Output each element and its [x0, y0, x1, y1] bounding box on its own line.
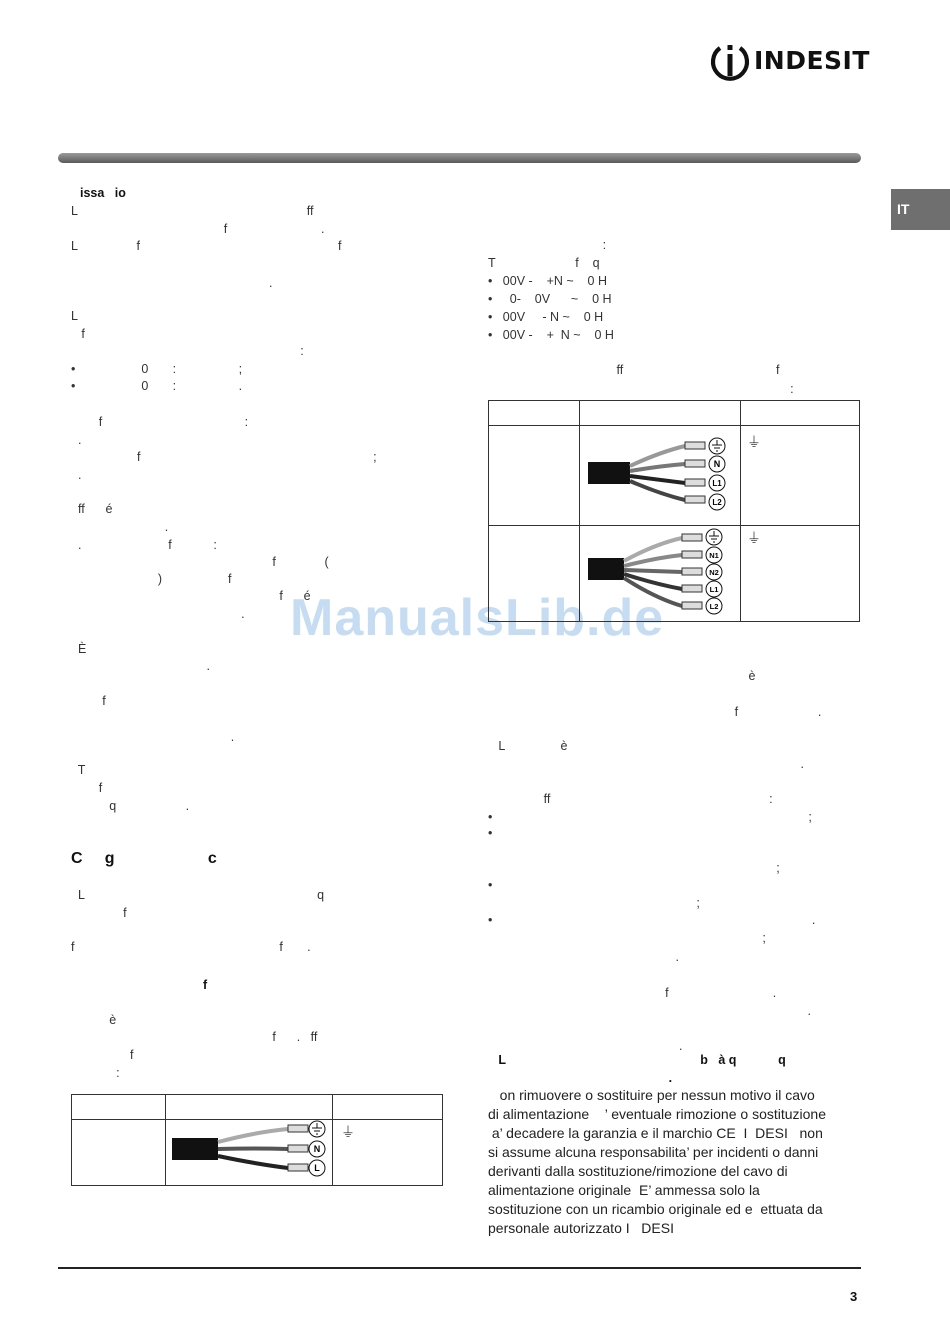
text-line: ; [488, 861, 780, 875]
text-line: . [71, 468, 82, 482]
text-line: f f . [71, 940, 311, 954]
text-line: . [71, 659, 210, 673]
text-line: . [71, 276, 273, 290]
text-line: ; [488, 931, 766, 945]
wiring-table-right [488, 400, 860, 622]
terminal-label: L1 [709, 585, 719, 594]
terminal-label: N2 [709, 568, 719, 577]
notice-line: alimentazione originale E’ ammessa solo la [488, 1182, 760, 1198]
text-line: . [71, 520, 169, 534]
text-line: . f : [71, 538, 217, 552]
text-line: f . ff [71, 1030, 318, 1044]
language-tab[interactable]: IT [891, 189, 950, 230]
text-line: . [71, 607, 245, 621]
section-heading: issa io [80, 186, 126, 200]
text-line: . [488, 757, 805, 771]
cable-diagram-4-wire [580, 426, 740, 520]
page-number: 3 [850, 1289, 858, 1304]
notice-line: si assume alcuna responsabilita’ per incidenti o danni [488, 1144, 819, 1160]
text-line: : [488, 238, 607, 252]
table-header-cell [741, 401, 860, 426]
text-line: è [488, 669, 756, 683]
text-line: L f f [71, 239, 342, 253]
table-header-cell [333, 1095, 443, 1120]
text-line: f [71, 781, 103, 795]
ground-symbol-icon: ⏚ [747, 435, 761, 451]
text-line: • 0 : ; [71, 362, 243, 376]
notice-line: sostituzione con un ricambio originale ed e ettuata da [488, 1201, 823, 1217]
terminal-label: L2 [709, 602, 719, 611]
text-line: • 00V - +N ~ 0 H [488, 274, 608, 288]
text-line: • 00V - + N ~ 0 H [488, 328, 614, 342]
text-line: L è [488, 739, 568, 753]
table-header-cell [489, 401, 580, 426]
notice-line: a’ decadere la garanzia e il marchio CE I DESI non [488, 1125, 823, 1141]
text-line: . [488, 1004, 811, 1018]
section-heading: L b à q q [488, 1053, 786, 1067]
cable-diagram-3-wire [166, 1120, 332, 1180]
text-line: • . [488, 913, 816, 927]
table-cell [489, 526, 580, 622]
text-line: : [71, 1066, 120, 1080]
text-line: : [71, 344, 304, 358]
table-cell [489, 426, 580, 526]
terminal-label: N [313, 1144, 321, 1154]
text-line: L ff [71, 204, 314, 218]
terminal-ground-icon [709, 438, 725, 454]
watermark: ManualsLib.de [290, 589, 665, 647]
cable-diagram-cell [166, 1120, 333, 1186]
notice-line: personale autorizzato I DESI [488, 1220, 674, 1236]
text-line: • 00V - N ~ 0 H [488, 310, 604, 324]
text-line: q . [71, 799, 190, 813]
terminal-label: L1 [712, 479, 722, 488]
text-line: • [488, 826, 493, 840]
text-line: . [488, 950, 680, 964]
text-line: f . [71, 222, 325, 236]
text-line: ff é [71, 502, 113, 516]
ground-symbol-icon: ⏚ [341, 1125, 355, 1141]
text-line: f [71, 1048, 134, 1062]
terminal-ground-icon [706, 529, 722, 545]
indesit-logo [708, 40, 868, 86]
text-line: ) f [71, 572, 232, 586]
text-line: È [71, 642, 87, 656]
text-line: f . [488, 986, 777, 1000]
text-line: f [71, 906, 127, 920]
text-line: L q [71, 888, 325, 902]
text-line: f ( [71, 555, 329, 569]
text-line: f é [71, 589, 311, 603]
text-line: • [488, 878, 493, 892]
cable-diagram-5-wire [580, 526, 740, 616]
section-heading: . [488, 1071, 673, 1085]
footer-divider [58, 1267, 861, 1269]
text-line: ff : [488, 792, 773, 806]
table-header-cell [72, 1095, 166, 1120]
wiring-table-left [71, 1094, 443, 1186]
terminal-label: N1 [709, 551, 719, 560]
table-header-cell [580, 401, 741, 426]
text-line: • 0- 0V ~ 0 H [488, 292, 612, 306]
text-line: L [71, 309, 78, 323]
brand-name: INDESIT [754, 46, 870, 75]
text-line: f : [71, 415, 249, 429]
notice-line: on rimuovere o sostituire per nessun motivo il cavo [488, 1087, 815, 1103]
notice-line: di alimentazione ’ eventuale rimozione o sostituzione [488, 1106, 827, 1122]
text-line: T f q [488, 256, 600, 270]
text-line: f [71, 694, 106, 708]
indesit-logo-icon [708, 40, 752, 86]
text-line: • 0 : . [71, 379, 243, 393]
cable-notice-paragraph [488, 1086, 858, 1238]
table-header-cell [166, 1095, 333, 1120]
terminal-label: L [314, 1163, 320, 1173]
text-line: T [71, 763, 86, 777]
terminal-ground-icon [309, 1121, 325, 1137]
text-line: ; [488, 896, 700, 910]
text-line: è [71, 1013, 117, 1027]
text-line: f . [488, 705, 822, 719]
section-heading: f [71, 978, 208, 992]
notice-line: derivanti dalla sostituzione/rimozione del cavo di [488, 1163, 788, 1179]
text-line: . [488, 1039, 683, 1053]
cable-diagram-cell [580, 526, 741, 622]
text-line: . [71, 433, 82, 447]
cable-diagram-cell [580, 426, 741, 526]
text-line: : [488, 382, 794, 396]
text-line: f [71, 327, 85, 341]
ground-symbol-icon: ⏚ [747, 531, 761, 547]
text-line: ff f [488, 363, 780, 377]
text-line: • ; [488, 810, 812, 824]
header-divider-bar [58, 153, 861, 163]
text-line: f ; [71, 450, 377, 464]
terminal-label: L2 [712, 498, 722, 507]
section-heading: C g c [71, 850, 217, 867]
text-line: . [71, 730, 235, 744]
table-cell [72, 1120, 166, 1186]
terminal-label: N [713, 459, 721, 469]
